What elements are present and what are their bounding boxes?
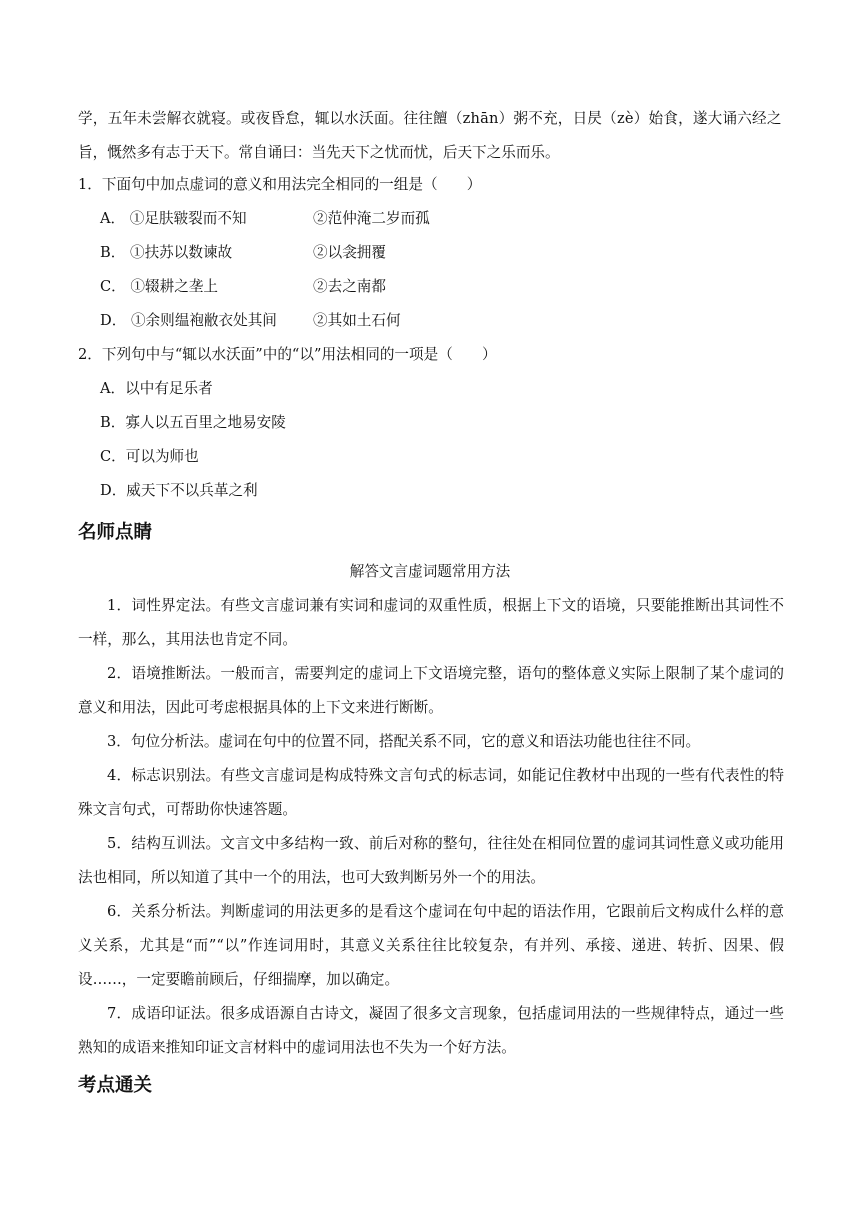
section-heading-practice: 考点通关: [78, 1075, 153, 1096]
tips-title: 解答文言虚词题常用方法: [349, 563, 511, 580]
option-letter: A．: [100, 210, 126, 227]
tip-paragraph-2: 2．语境推断法。一般而言，需要判定的虚词上下文语境完整，语句的整体意义实际上限制了某个虚词的意义和用法，因此可考虑根据具体的上下文来进行断断。: [78, 665, 784, 716]
option-part-1: ①足肤皲裂而不知: [129, 210, 247, 227]
section-heading-tips: 名师点睛: [78, 522, 153, 543]
tip-paragraph-6: 6．关系分析法。判断虚词的用法更多的是看这个虚词在句中起的语法作用，它跟前后文构成什么样的意义关系，尤其是“而”“以”作连词用时，其意义关系往往比较复杂，有并列、承接、递进、转折、因果、假设……，一定要瞻前顾后，仔细揣摩，加以确定。: [78, 903, 784, 988]
option-part-1: ①扶苏以数谏故: [129, 244, 233, 261]
q1-option-b: [100, 243, 232, 263]
option-letter: D．: [100, 312, 127, 329]
q1-option-a: [100, 209, 247, 229]
option-letter: B．: [100, 244, 126, 261]
q1-option-c: [100, 277, 218, 297]
q1-option-d: [100, 311, 277, 331]
q2-option-c: C．可以为师也: [100, 448, 199, 465]
passage-line-2: 旨，慨然多有志于天下。常自诵曰：当先天下之忧而忧，后天下之乐而乐。: [78, 144, 560, 161]
question-2-stem: 2．下列句中与“辄以水沃面”中的“以”用法相同的一项是（ ）: [78, 346, 497, 363]
tip-paragraph-1: 1．词性界定法。有些文言虚词兼有实词和虚词的双重性质，根据上下文的语境，只要能推断出其词性不一样，那么，其用法也肯定不同。: [78, 597, 784, 648]
q1-option-a-part-2: ②范仲淹二岁而孤: [313, 210, 430, 227]
q1-option-b-part-2: ②以衾拥覆: [313, 244, 386, 261]
q1-option-d-part-2: ②其如土石何: [313, 312, 401, 329]
tip-paragraph-7: 7．成语印证法。很多成语源自古诗文，凝固了很多文言现象，包括虚词用法的一些规律特点，通过一些熟知的成语来推知印证文言材料中的虚词用法也不失为一个好方法。: [78, 1005, 784, 1056]
q2-option-a: A．以中有足乐者: [100, 380, 213, 397]
q1-option-c-part-2: ②去之南都: [313, 278, 386, 295]
q2-option-d: D．威天下不以兵革之利: [100, 482, 258, 499]
tip-paragraph-5: 5．结构互训法。文言文中多结构一致、前后对称的整句，往往处在相同位置的虚词其词性意义或功能用法也相同，所以知道了其中一个的用法，也可大致判断另外一个的用法。: [78, 835, 784, 886]
tip-paragraph-4: 4．标志识别法。有些文言虚词是构成特殊文言句式的标志词，如能记住教材中出现的一些有代表性的特殊文言句式，可帮助你快速答题。: [78, 767, 784, 818]
option-letter: C．: [100, 278, 126, 295]
tip-paragraph-3: 3．句位分析法。虚词在句中的位置不同，搭配关系不同，它的意义和语法功能也往往不同。: [107, 733, 701, 750]
question-1-stem: 1．下面句中加点虚词的意义和用法完全相同的一组是（ ）: [78, 176, 482, 193]
option-part-1: ①余则缊袍敝衣处其间: [130, 312, 277, 329]
passage-line-1: 学，五年未尝解衣就寝。或夜昏怠，辄以水沃面。往往饘（zhān）粥不充，日昃（zè）始食，遂大诵六经之: [78, 110, 782, 127]
option-part-1: ①辍耕之垄上: [130, 278, 218, 295]
q2-option-b: B．寡人以五百里之地易安陵: [100, 414, 286, 431]
